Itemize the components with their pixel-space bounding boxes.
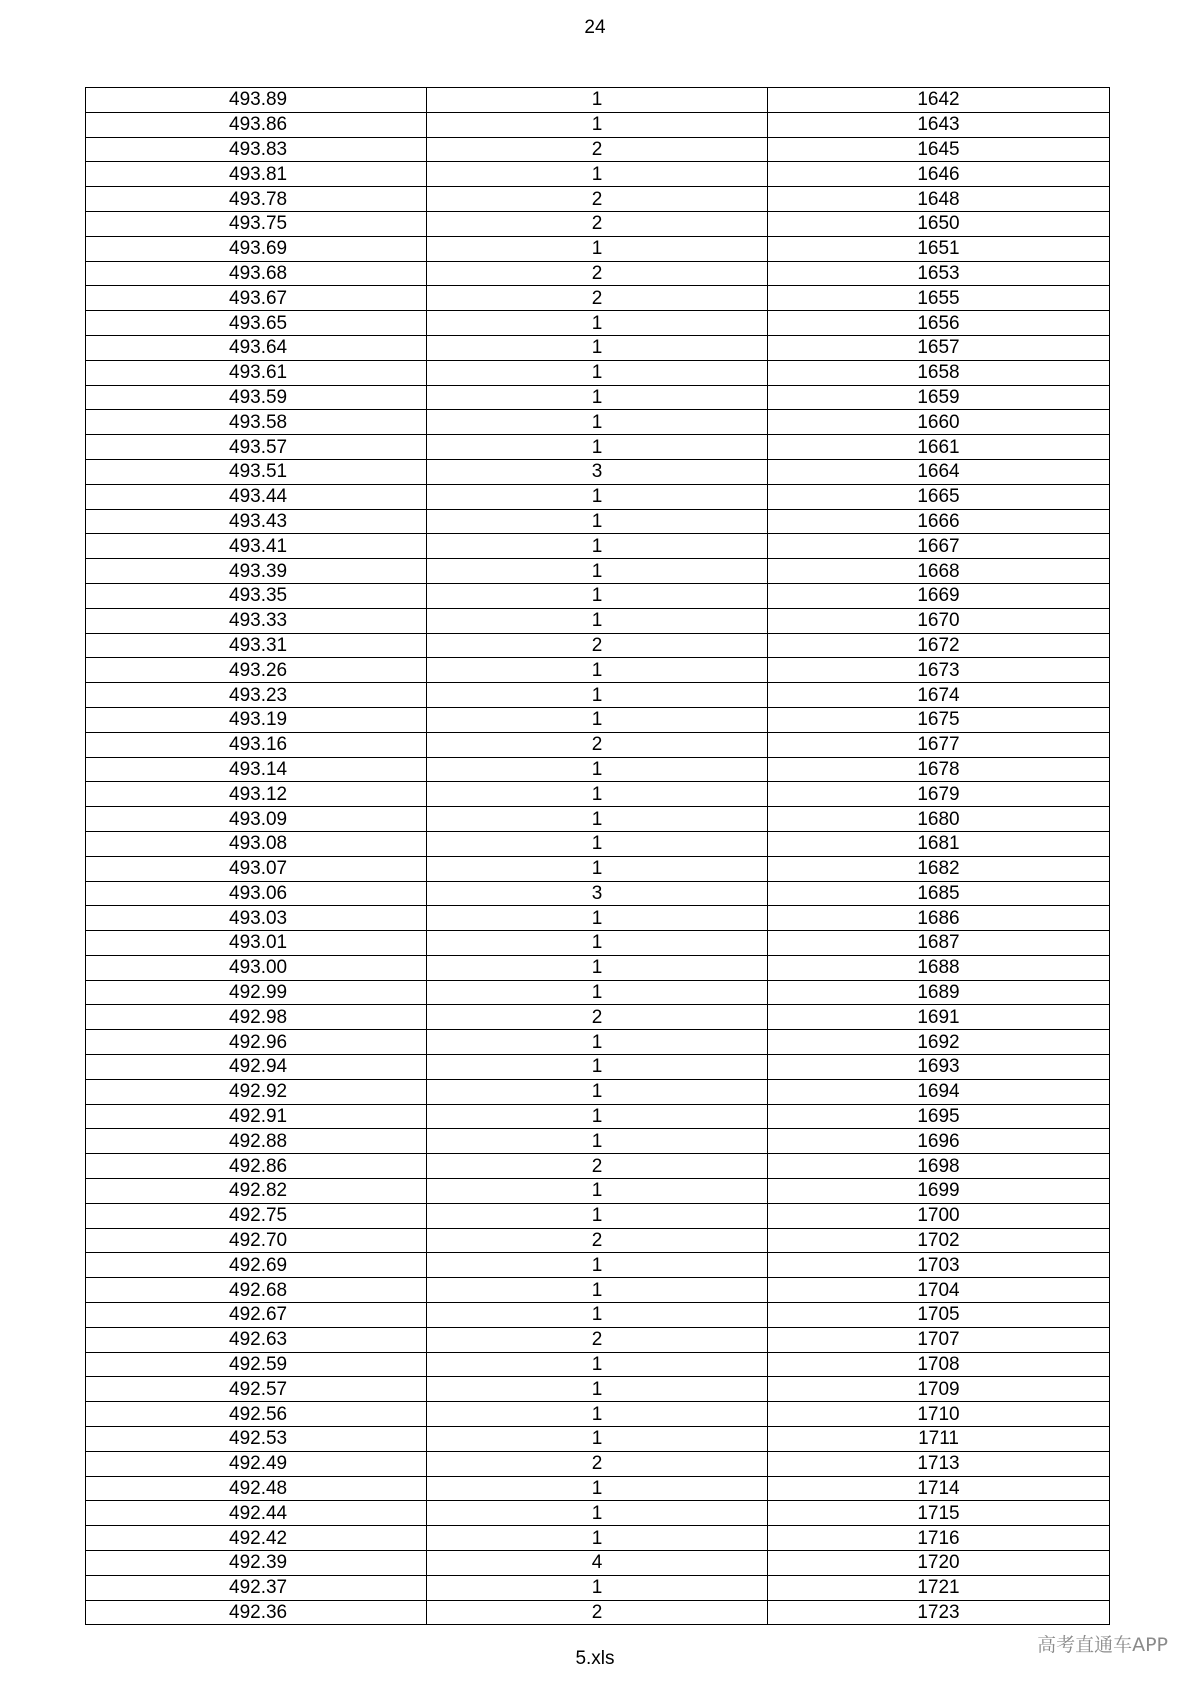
cell-score: 493.39 (86, 559, 427, 584)
table-row (86, 137, 1110, 162)
cell-cumulative: 1678 (768, 757, 1110, 782)
table-row (86, 162, 1110, 187)
cell-count: 1 (427, 831, 768, 856)
cell-score: 493.14 (86, 757, 427, 782)
cell-score: 492.49 (86, 1451, 427, 1476)
cell-cumulative: 1664 (768, 459, 1110, 484)
table-row (86, 1055, 1110, 1080)
table-row (86, 534, 1110, 559)
cell-score: 492.56 (86, 1402, 427, 1427)
cell-score: 493.68 (86, 261, 427, 286)
cell-cumulative: 1702 (768, 1228, 1110, 1253)
table-row (86, 658, 1110, 683)
cell-score: 493.31 (86, 633, 427, 658)
cell-cumulative: 1698 (768, 1154, 1110, 1179)
cell-count: 2 (427, 137, 768, 162)
table-row (86, 1030, 1110, 1055)
cell-count: 1 (427, 1402, 768, 1427)
cell-cumulative: 1643 (768, 112, 1110, 137)
cell-score: 492.39 (86, 1551, 427, 1576)
cell-count: 2 (427, 261, 768, 286)
cell-score: 493.26 (86, 658, 427, 683)
table-row (86, 980, 1110, 1005)
page-number: 24 (584, 17, 606, 38)
cell-score: 492.44 (86, 1501, 427, 1526)
cell-cumulative: 1670 (768, 608, 1110, 633)
cell-count: 1 (427, 559, 768, 584)
cell-count: 1 (427, 608, 768, 633)
cell-score: 492.69 (86, 1253, 427, 1278)
cell-score: 493.86 (86, 112, 427, 137)
score-table-body (86, 88, 1110, 1625)
table-row (86, 1427, 1110, 1452)
cell-count: 1 (427, 385, 768, 410)
cell-score: 493.51 (86, 459, 427, 484)
cell-count: 1 (427, 509, 768, 534)
cell-count: 1 (427, 410, 768, 435)
table-row (86, 385, 1110, 410)
table-row (86, 1575, 1110, 1600)
table-row (86, 1203, 1110, 1228)
cell-score: 492.92 (86, 1079, 427, 1104)
cell-count: 1 (427, 162, 768, 187)
table-row (86, 1079, 1110, 1104)
table-row (86, 1104, 1110, 1129)
cell-count: 3 (427, 459, 768, 484)
cell-cumulative: 1685 (768, 881, 1110, 906)
cell-cumulative: 1681 (768, 831, 1110, 856)
cell-count: 3 (427, 881, 768, 906)
cell-score: 492.48 (86, 1476, 427, 1501)
cell-count: 2 (427, 1228, 768, 1253)
cell-count: 2 (427, 286, 768, 311)
cell-count: 1 (427, 807, 768, 832)
cell-count: 1 (427, 1575, 768, 1600)
cell-score: 493.01 (86, 931, 427, 956)
cell-score: 492.91 (86, 1104, 427, 1129)
cell-score: 493.61 (86, 360, 427, 385)
cell-cumulative: 1677 (768, 732, 1110, 757)
cell-cumulative: 1668 (768, 559, 1110, 584)
table-row (86, 236, 1110, 261)
cell-count: 1 (427, 1303, 768, 1328)
table-row (86, 633, 1110, 658)
cell-cumulative: 1705 (768, 1303, 1110, 1328)
cell-score: 493.58 (86, 410, 427, 435)
cell-score: 492.67 (86, 1303, 427, 1328)
cell-cumulative: 1723 (768, 1600, 1110, 1625)
cell-count: 1 (427, 1278, 768, 1303)
cell-score: 493.35 (86, 583, 427, 608)
table-row (86, 831, 1110, 856)
table-row (86, 1179, 1110, 1204)
cell-score: 493.65 (86, 311, 427, 336)
cell-score: 493.12 (86, 782, 427, 807)
table-row (86, 931, 1110, 956)
table-row (86, 112, 1110, 137)
table-row (86, 1451, 1110, 1476)
table-row (86, 559, 1110, 584)
cell-score: 493.16 (86, 732, 427, 757)
cell-score: 492.59 (86, 1352, 427, 1377)
cell-score: 492.75 (86, 1203, 427, 1228)
table-row (86, 906, 1110, 931)
cell-cumulative: 1660 (768, 410, 1110, 435)
cell-cumulative: 1666 (768, 509, 1110, 534)
cell-cumulative: 1648 (768, 187, 1110, 212)
cell-score: 493.08 (86, 831, 427, 856)
cell-score: 493.75 (86, 211, 427, 236)
cell-cumulative: 1695 (768, 1104, 1110, 1129)
cell-count: 1 (427, 1377, 768, 1402)
table-row (86, 856, 1110, 881)
cell-score: 492.53 (86, 1427, 427, 1452)
cell-cumulative: 1642 (768, 88, 1110, 113)
cell-cumulative: 1655 (768, 286, 1110, 311)
cell-cumulative: 1657 (768, 335, 1110, 360)
cell-score: 492.70 (86, 1228, 427, 1253)
table-row (86, 1551, 1110, 1576)
cell-score: 492.42 (86, 1526, 427, 1551)
cell-cumulative: 1710 (768, 1402, 1110, 1427)
table-row (86, 1402, 1110, 1427)
cell-count: 1 (427, 980, 768, 1005)
table-row (86, 683, 1110, 708)
table-row (86, 1253, 1110, 1278)
cell-cumulative: 1696 (768, 1129, 1110, 1154)
cell-cumulative: 1689 (768, 980, 1110, 1005)
cell-cumulative: 1682 (768, 856, 1110, 881)
cell-cumulative: 1693 (768, 1055, 1110, 1080)
cell-cumulative: 1720 (768, 1551, 1110, 1576)
cell-cumulative: 1700 (768, 1203, 1110, 1228)
cell-cumulative: 1672 (768, 633, 1110, 658)
score-table-container (85, 87, 1109, 1625)
cell-score: 493.43 (86, 509, 427, 534)
cell-score: 492.36 (86, 1600, 427, 1625)
table-row (86, 1352, 1110, 1377)
table-row (86, 459, 1110, 484)
cell-cumulative: 1699 (768, 1179, 1110, 1204)
cell-count: 1 (427, 1129, 768, 1154)
cell-count: 2 (427, 1600, 768, 1625)
cell-score: 493.09 (86, 807, 427, 832)
cell-score: 493.44 (86, 484, 427, 509)
cell-count: 1 (427, 1427, 768, 1452)
table-row (86, 187, 1110, 212)
cell-cumulative: 1688 (768, 955, 1110, 980)
table-row (86, 311, 1110, 336)
table-row (86, 732, 1110, 757)
cell-cumulative: 1713 (768, 1451, 1110, 1476)
cell-cumulative: 1716 (768, 1526, 1110, 1551)
cell-score: 493.78 (86, 187, 427, 212)
cell-count: 1 (427, 1476, 768, 1501)
table-row (86, 757, 1110, 782)
cell-count: 1 (427, 484, 768, 509)
cell-cumulative: 1661 (768, 435, 1110, 460)
cell-cumulative: 1646 (768, 162, 1110, 187)
cell-cumulative: 1650 (768, 211, 1110, 236)
table-row (86, 1476, 1110, 1501)
cell-cumulative: 1709 (768, 1377, 1110, 1402)
cell-cumulative: 1708 (768, 1352, 1110, 1377)
cell-score: 492.82 (86, 1179, 427, 1204)
cell-score: 493.00 (86, 955, 427, 980)
table-row (86, 583, 1110, 608)
cell-score: 493.59 (86, 385, 427, 410)
cell-count: 1 (427, 88, 768, 113)
cell-count: 1 (427, 1055, 768, 1080)
cell-cumulative: 1707 (768, 1327, 1110, 1352)
cell-count: 1 (427, 906, 768, 931)
cell-score: 492.98 (86, 1005, 427, 1030)
cell-score: 493.03 (86, 906, 427, 931)
cell-score: 492.88 (86, 1129, 427, 1154)
table-row (86, 707, 1110, 732)
cell-score: 492.94 (86, 1055, 427, 1080)
cell-count: 1 (427, 1104, 768, 1129)
cell-score: 493.19 (86, 707, 427, 732)
table-row (86, 435, 1110, 460)
cell-cumulative: 1658 (768, 360, 1110, 385)
cell-count: 1 (427, 1179, 768, 1204)
table-row (86, 261, 1110, 286)
table-row (86, 1154, 1110, 1179)
cell-count: 2 (427, 211, 768, 236)
cell-count: 1 (427, 335, 768, 360)
table-row (86, 88, 1110, 113)
cell-score: 492.37 (86, 1575, 427, 1600)
cell-score: 492.57 (86, 1377, 427, 1402)
table-row (86, 410, 1110, 435)
cell-score: 492.63 (86, 1327, 427, 1352)
cell-count: 2 (427, 732, 768, 757)
cell-score: 493.07 (86, 856, 427, 881)
table-row (86, 1501, 1110, 1526)
cell-count: 1 (427, 1253, 768, 1278)
watermark: 高考直通车APP (1037, 1634, 1168, 1656)
cell-cumulative: 1721 (768, 1575, 1110, 1600)
table-row (86, 360, 1110, 385)
cell-cumulative: 1659 (768, 385, 1110, 410)
cell-count: 1 (427, 1352, 768, 1377)
table-row (86, 1129, 1110, 1154)
table-row (86, 484, 1110, 509)
cell-count: 1 (427, 1079, 768, 1104)
table-row (86, 881, 1110, 906)
cell-score: 493.23 (86, 683, 427, 708)
cell-score: 492.96 (86, 1030, 427, 1055)
cell-cumulative: 1704 (768, 1278, 1110, 1303)
cell-cumulative: 1651 (768, 236, 1110, 261)
score-table (85, 87, 1110, 1625)
cell-cumulative: 1687 (768, 931, 1110, 956)
table-row (86, 1600, 1110, 1625)
table-row (86, 509, 1110, 534)
cell-cumulative: 1674 (768, 683, 1110, 708)
cell-cumulative: 1691 (768, 1005, 1110, 1030)
cell-count: 1 (427, 435, 768, 460)
cell-count: 2 (427, 1451, 768, 1476)
cell-count: 1 (427, 856, 768, 881)
cell-score: 492.68 (86, 1278, 427, 1303)
cell-count: 2 (427, 187, 768, 212)
cell-score: 493.89 (86, 88, 427, 113)
cell-cumulative: 1667 (768, 534, 1110, 559)
table-row (86, 1005, 1110, 1030)
table-row (86, 1526, 1110, 1551)
cell-score: 493.67 (86, 286, 427, 311)
table-row (86, 782, 1110, 807)
table-row (86, 286, 1110, 311)
cell-cumulative: 1679 (768, 782, 1110, 807)
cell-count: 1 (427, 1203, 768, 1228)
cell-count: 1 (427, 112, 768, 137)
cell-cumulative: 1653 (768, 261, 1110, 286)
cell-count: 1 (427, 931, 768, 956)
table-row (86, 807, 1110, 832)
table-row (86, 211, 1110, 236)
table-row (86, 1327, 1110, 1352)
cell-count: 1 (427, 1526, 768, 1551)
cell-cumulative: 1686 (768, 906, 1110, 931)
cell-count: 1 (427, 236, 768, 261)
footer-filename: 5.xls (575, 1648, 615, 1669)
cell-count: 1 (427, 360, 768, 385)
cell-count: 4 (427, 1551, 768, 1576)
cell-count: 1 (427, 683, 768, 708)
cell-count: 1 (427, 658, 768, 683)
cell-cumulative: 1711 (768, 1427, 1110, 1452)
table-row (86, 1303, 1110, 1328)
cell-cumulative: 1645 (768, 137, 1110, 162)
table-row (86, 608, 1110, 633)
cell-score: 493.83 (86, 137, 427, 162)
cell-cumulative: 1656 (768, 311, 1110, 336)
cell-cumulative: 1673 (768, 658, 1110, 683)
cell-cumulative: 1703 (768, 1253, 1110, 1278)
cell-count: 2 (427, 633, 768, 658)
table-row (86, 955, 1110, 980)
cell-score: 493.69 (86, 236, 427, 261)
cell-score: 493.81 (86, 162, 427, 187)
cell-count: 1 (427, 311, 768, 336)
cell-count: 1 (427, 1030, 768, 1055)
cell-count: 2 (427, 1154, 768, 1179)
cell-cumulative: 1714 (768, 1476, 1110, 1501)
table-row (86, 335, 1110, 360)
cell-count: 1 (427, 782, 768, 807)
cell-score: 493.57 (86, 435, 427, 460)
cell-score: 492.99 (86, 980, 427, 1005)
cell-count: 1 (427, 1501, 768, 1526)
cell-cumulative: 1669 (768, 583, 1110, 608)
cell-cumulative: 1692 (768, 1030, 1110, 1055)
cell-score: 493.41 (86, 534, 427, 559)
cell-score: 493.06 (86, 881, 427, 906)
cell-count: 2 (427, 1327, 768, 1352)
cell-cumulative: 1680 (768, 807, 1110, 832)
table-row (86, 1278, 1110, 1303)
cell-count: 1 (427, 707, 768, 732)
cell-count: 1 (427, 583, 768, 608)
cell-count: 1 (427, 955, 768, 980)
cell-count: 1 (427, 534, 768, 559)
cell-count: 1 (427, 757, 768, 782)
cell-count: 2 (427, 1005, 768, 1030)
cell-cumulative: 1715 (768, 1501, 1110, 1526)
table-row (86, 1228, 1110, 1253)
table-row (86, 1377, 1110, 1402)
cell-cumulative: 1665 (768, 484, 1110, 509)
cell-score: 493.33 (86, 608, 427, 633)
cell-cumulative: 1694 (768, 1079, 1110, 1104)
cell-score: 492.86 (86, 1154, 427, 1179)
cell-cumulative: 1675 (768, 707, 1110, 732)
cell-score: 493.64 (86, 335, 427, 360)
